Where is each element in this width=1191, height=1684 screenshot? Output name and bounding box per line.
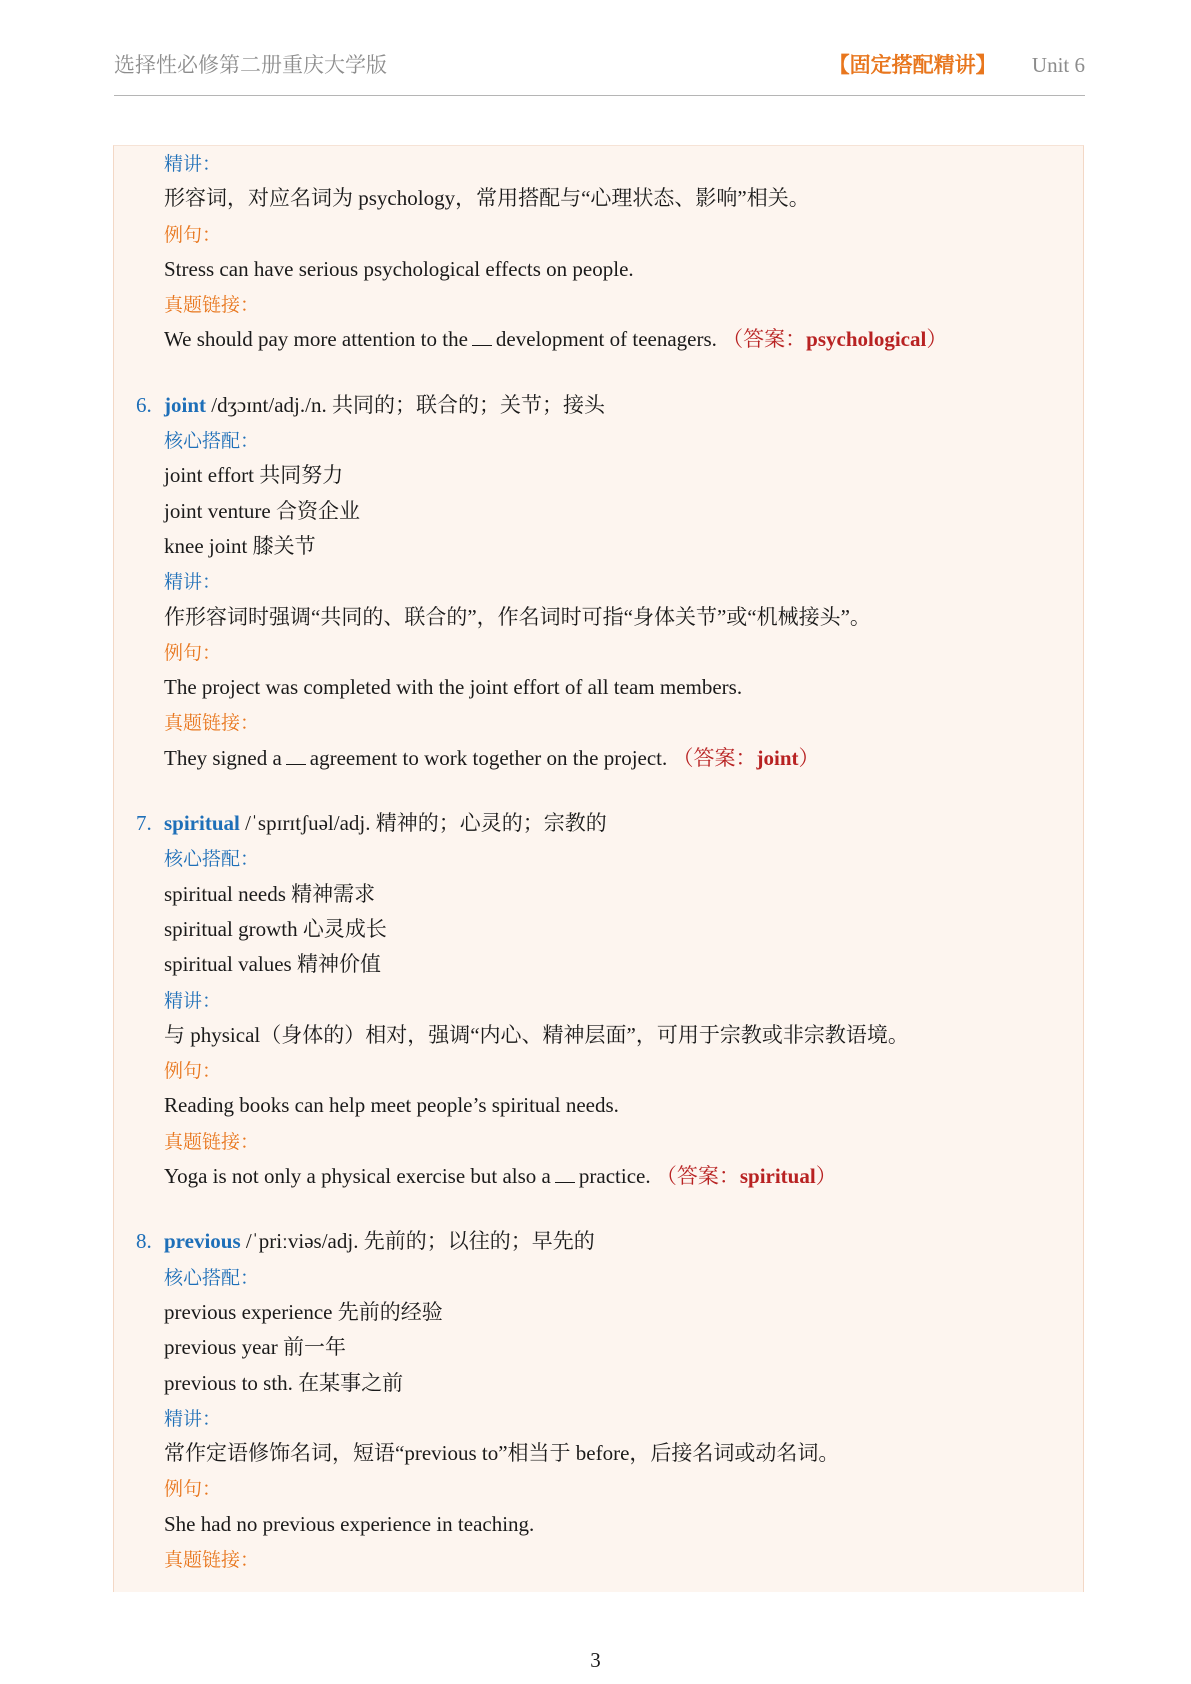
exam-question: They signed a agreement to work together on the project. （答案：joint） [164, 745, 820, 770]
core-label: 核心搭配： [164, 430, 260, 453]
exam-question: Yoga is not only a physical exercise but also a practice. （答案：spiritual） [164, 1164, 837, 1189]
vocab-list [114, 146, 1083, 1577]
answer-blank [555, 1164, 575, 1183]
explain-text: 常作定语修饰名词，短语“previous to”相当于 before，后接名词或动名词。 [164, 1441, 840, 1466]
collocation: previous experience 先前的经验 [164, 1299, 443, 1324]
core-label: 核心搭配： [164, 1266, 260, 1289]
exam-label: 真题链接： [164, 712, 260, 735]
exam-question: We should pay more attention to the development of teenagers. （答案：psychological） [164, 327, 948, 352]
entry-headword-spiritual: 7. spiritual /ˈspɪrɪtʃuəl/adj. 精神的；心灵的；宗教的 [136, 811, 607, 836]
collocation: spiritual growth 心灵成长 [164, 916, 387, 941]
collocation: previous year 前一年 [164, 1335, 346, 1360]
explain-label: 精讲： [164, 1407, 222, 1430]
example-sentence: Stress can have serious psychological effects on people. [164, 256, 634, 281]
example-label: 例句： [164, 1060, 222, 1083]
collocation: spiritual needs 精神需求 [164, 881, 376, 906]
explain-label: 精讲： [164, 571, 222, 594]
entry-headword-joint: 6. joint /dʒɔɪnt/adj./n. 共同的；联合的；关节；接头 [136, 392, 605, 417]
explain-label: 精讲： [164, 153, 222, 175]
entry-headword-previous: 8. previous /ˈpriːviəs/adj. 先前的；以往的；早先的 [136, 1229, 595, 1254]
collocation: joint effort 共同努力 [164, 463, 344, 488]
explain-text: 与 physical（身体的）相对，强调“内心、精神层面”，可用于宗教或非宗教语境。 [164, 1022, 909, 1047]
explain-text: 形容词，对应名词为 psychology，常用搭配与“心理状态、影响”相关。 [164, 186, 810, 211]
exam-label: 真题链接： [164, 294, 260, 317]
example-label: 例句： [164, 223, 222, 246]
explain-text: 作形容词时强调“共同的、联合的”，作名词时可指“身体关节”或“机械接头”。 [164, 604, 871, 629]
core-label: 核心搭配： [164, 848, 260, 871]
answer-blank [472, 327, 492, 346]
explain-label: 精讲： [164, 989, 222, 1012]
collocation: spiritual values 精神价值 [164, 952, 381, 977]
page-number: 3 [590, 1648, 601, 1672]
example-label: 例句： [164, 641, 222, 664]
example-sentence: She had no previous experience in teaching. [164, 1511, 535, 1536]
exam-label: 真题链接： [164, 1548, 260, 1571]
content-box [113, 145, 1084, 1592]
answer: （答案：psychological） [722, 327, 948, 352]
answer: （答案：joint） [672, 745, 820, 770]
example-sentence: The project was completed with the joint effort of all team members. [164, 675, 743, 700]
collocation: joint venture 合资企业 [164, 498, 360, 523]
collocation: knee joint 膝关节 [164, 533, 316, 558]
example-label: 例句： [164, 1478, 222, 1501]
collocation: previous to sth. 在某事之前 [164, 1370, 404, 1395]
answer: （答案：spiritual） [655, 1164, 837, 1189]
exam-label: 真题链接： [164, 1130, 260, 1153]
unit-label: Unit 6 [1031, 53, 1085, 77]
answer-blank [286, 746, 306, 765]
book-title: 选择性必修第二册重庆大学版 [114, 53, 387, 77]
page-header [114, 45, 1085, 96]
section-tag: 【固定搭配精讲】 [828, 53, 997, 77]
example-sentence: Reading books can help meet people’s spiritual needs. [164, 1093, 619, 1118]
header-right [829, 49, 1085, 79]
